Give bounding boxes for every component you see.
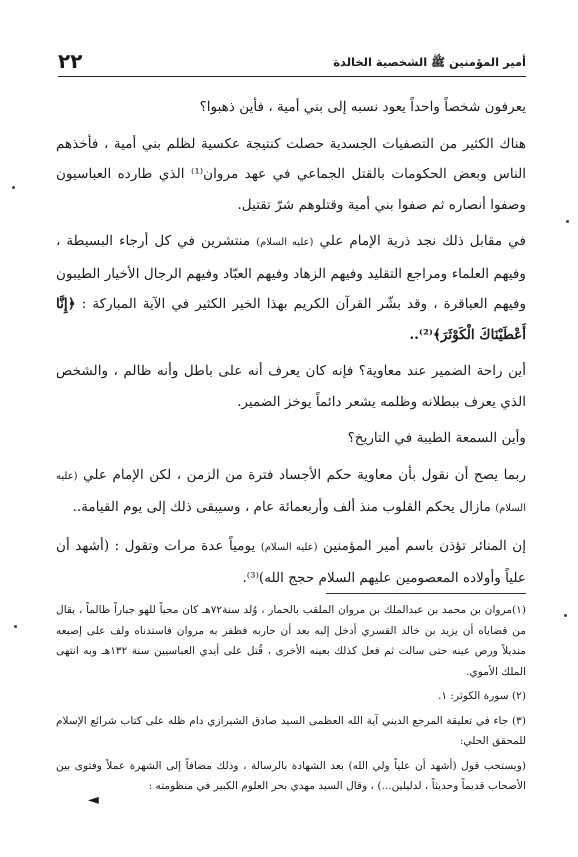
paragraph-7 — [56, 531, 526, 594]
salam-honorific: (عليه السلام) — [56, 470, 526, 514]
scan-speck — [14, 625, 17, 628]
running-title: أمير المؤمنين ﷺ الشخصية الخالدة — [333, 55, 526, 69]
paragraph-3-start: في مقابل ذلك نجد ذرية الإمام علي — [319, 233, 526, 249]
paragraph-2: هناك الكثير من التصفيات الجسدية حصلت كنتيجة عكسية لظلم بني أمية ، فأخذهم الناس وبعض الحكومات بالقتل الجماعي في عهد مروان⁽¹⁾ الذي طارده العباسيون وصفوا أنصاره ثم صفوا بني أمية وقتلوهم شرّ تقتيل. — [56, 135, 526, 213]
scan-speck — [12, 186, 15, 189]
main-text — [56, 92, 526, 600]
page-number: ٢٢ — [58, 49, 83, 73]
salam-honorific: (عليه السلام) — [256, 237, 314, 248]
quran-verse: ﴿إِنَّا أَعْطَيْنَاكَ الْكَوْثَرَ﴾⁽²⁾.. — [56, 296, 526, 343]
footnote-divider — [326, 593, 526, 594]
paragraph-3-rest: منتشرين في كل أرجاء البسيطة ، وفيهم العلماء ومراجع التقليد وفيهم الزهاد وفيهم العبّاد وفيهم الرجال الأخيار الطيبون وفيهم العباقرة ، وقد بشّر القرآن الكريم بهذا الخير الكثير في الآية المباركة : — [56, 233, 527, 312]
paragraph-3 — [56, 226, 526, 350]
paragraph-7-start: إن المنائر تؤذن باسم أمير المؤمنين — [323, 537, 527, 554]
paragraph-6-start: ربما يصح أن نقول بأن معاوية حكم الأجساد فترة من الزمن ، لكن الإمام علي — [83, 466, 527, 483]
footnote-3: (٣) جاء في تعليقة المرجع الديني آية الله العظمى السيد صادق الشيرازي دام ظله على كتاب شرائع الإسلام للمحقق الحلي: — [56, 714, 526, 747]
footnote-2: (٢) سورة الكوثر: ١. — [437, 690, 526, 702]
footnotes — [56, 600, 526, 801]
footnote-1: (١)مروان بن محمد بن عبدالملك بن مروان الملقب بالحمار ، وُلد سنة٧٢هـ كان محباً للهو جباراً ظالماً ، يقال من قضاياه أن يزيد بن خالد القسري أدخل إليه بعد أن حاربه فظفر به مروان فاستدناه ولف على إصبعه منديلاً ورص عينه حتى سالت ثم فعل كذلك بعينه الأخرى ، قُتل على أيدي العباسيين سنة ١٣٢هـ وبه انتهى الملك الأموي. — [56, 604, 527, 678]
paragraph-4: أين راحة الضمير عند معاوية؟ فإنه كان يعرف أنه على باطل وأنه ظالم ، والشخص الذي يعرف ببطلانه وظلمه يشعر دائماً يوخز الضمير. — [56, 363, 526, 410]
paragraph-1: يعرفون شخصاً واحداً يعود نسبه إلى بني أمية ، فأين ذهبوا؟ — [199, 99, 526, 115]
paragraph-7-rest: يومياً عدة مرات وتقول : (أشهد أن علياً وأولاده المعصومين عليهم السلام حجج الله)⁽³⁾. — [56, 537, 526, 586]
continue-arrow-icon: ◄ — [88, 792, 99, 808]
scan-speck — [564, 614, 567, 617]
paragraph-6-rest: مازال يحكم القلوب منذ ألف وأربعمائة عام ، وسيبقى ذلك إلى يوم القيامة.. — [72, 499, 491, 515]
scan-speck — [566, 220, 569, 223]
footnote-3-quote: (ويستحب قول (أشهد أن علياً ولي الله) بعد الشهادة بالرسالة ، وذلك مضافاً إلى الشهرة عملاً وفتوى بين الأصحاب قديماً وحديثاً ، لدليلين...) ، وقال السيد مهدي بحر العلوم الكبير في منظومته : — [56, 759, 526, 792]
page-header — [58, 50, 526, 77]
paragraph-5: وأين السمعة الطيبة في التاريخ؟ — [347, 430, 526, 446]
paragraph-6 — [56, 460, 526, 525]
salam-honorific: (عليه السلام) — [260, 541, 318, 553]
